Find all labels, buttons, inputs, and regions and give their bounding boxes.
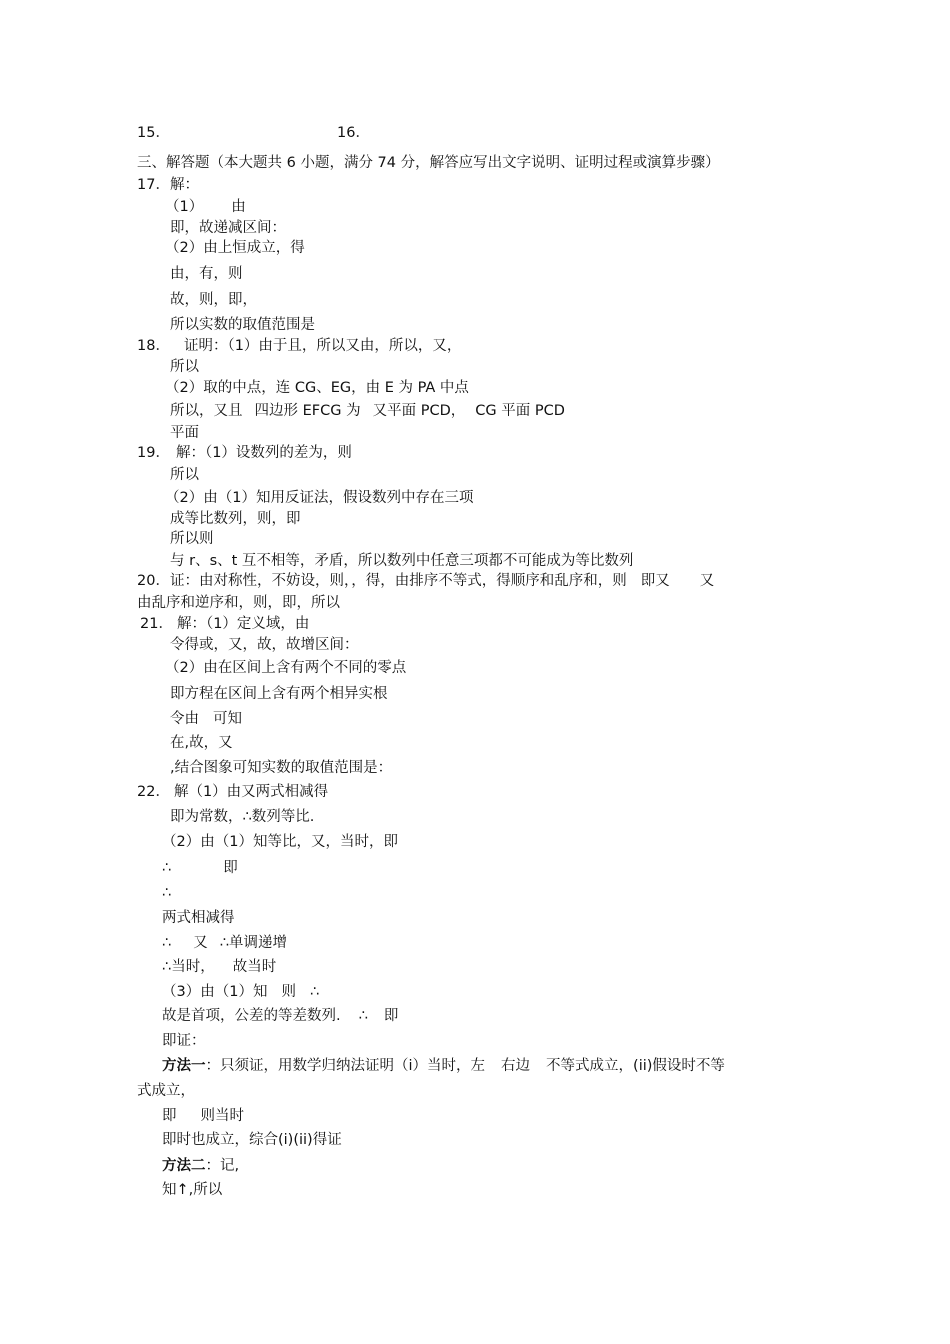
q20-number: 20． (137, 573, 170, 589)
q22-method1 (162, 1056, 725, 1076)
q22-line9 (162, 982, 319, 1002)
method1-label: 方法一 (162, 1058, 206, 1074)
q22-line9-part-a: （3）由（1）知 (162, 984, 268, 1000)
q17-line4: 由，有，则 (170, 266, 243, 282)
q22-method1-wrap: 式成立， (137, 1083, 195, 1099)
q22-line14 (162, 1106, 244, 1126)
q22-line4 (162, 858, 238, 878)
q21-line2: 令得或，又，故，故增区间： (170, 637, 359, 653)
q19-number-lead (137, 443, 352, 463)
q21-line3: （2）由在区间上含有两个不同的零点 (165, 660, 407, 676)
q22-line7-part-a: ∴ (162, 935, 172, 951)
q21-line7: ,结合图象可知实数的取值范围是： (170, 760, 393, 776)
q22-line8 (162, 957, 276, 977)
q22-line4-part-a: ∴ (162, 860, 172, 876)
q20-line2: 由乱序和逆序和，则，即，所以 (137, 595, 340, 611)
q19-lead: 解：（1）设数列的差为，则 (175, 445, 352, 461)
blank-q15: 15． (137, 125, 170, 141)
blank-q16: 16． (337, 125, 370, 141)
method1-text-b: 右边 (501, 1058, 531, 1074)
q22-line7-part-c: ∴单调递增 (219, 935, 287, 951)
q21-line4: 即方程在区间上含有两个相异实根 (170, 686, 388, 702)
q17-line1-part-a: （1） (165, 199, 204, 215)
q22-line9-part-c: ∴ (309, 984, 320, 1000)
q22-line7 (162, 933, 287, 953)
q22-line10-part-a: 故是首项，公差的等差数列. (162, 1008, 341, 1024)
q18-lead: 证明：（1）由于且，所以又由，所以，又， (183, 338, 462, 354)
q22-line6: 两式相减得 (162, 910, 235, 926)
q22-line3: （2）由（1）知等比，又，当时，即 (162, 834, 398, 850)
q22-number-lead (137, 782, 328, 802)
method1-text: ：只须证，用数学归纳法证明（i）当时，左 (205, 1058, 486, 1074)
q19-line2: 所以 (170, 467, 199, 483)
q17-number-lead (137, 175, 199, 195)
q22-line7-part-b: 又 (193, 935, 208, 951)
q22-number: 22． (137, 784, 170, 800)
q17-line1-part-b: 由 (231, 199, 246, 215)
q20-lead-b: 即又 (640, 573, 670, 589)
q17-line3: （2）由上恒成立，得 (165, 240, 305, 256)
method2-text: ：记, (205, 1158, 240, 1174)
q21-line6: 在,故，又 (170, 735, 233, 751)
q18-line4-part-a: 所以，又且 (170, 403, 243, 419)
q22-line2: 即为常数，∴数列等比. (170, 809, 315, 825)
q19-line6: 与 r、s、t 互不相等，矛盾，所以数列中任意三项都不可能成为等比数列 (170, 553, 634, 569)
q18-number: 18． (137, 338, 170, 354)
q19-line3: （2）由（1）知用反证法，假设数列中存在三项 (165, 490, 474, 506)
q22-line17: 知↑,所以 (162, 1182, 223, 1198)
q21-line5-part-a: 令由 (170, 711, 199, 727)
q22-method2 (162, 1156, 239, 1176)
q22-lead: 解（1）由又两式相减得 (173, 784, 329, 800)
method2-label: 方法二 (162, 1158, 206, 1174)
q22-line11: 即证： (162, 1033, 206, 1049)
q18-line4-part-c: 又平面 PCD， (372, 403, 466, 419)
q22-line5: ∴ (162, 885, 172, 901)
method1-text-c: 不等式成立，(ii)假设时不等 (546, 1058, 725, 1074)
q18-line4-part-b: 四边形 EFCG 为 (254, 403, 361, 419)
q21-number-lead (140, 614, 309, 634)
q18-line4-part-d: CG 平面 PCD (475, 403, 565, 419)
q22-line10-part-b: ∴ (358, 1008, 368, 1024)
q22-line8-part-b: 故当时 (232, 959, 277, 975)
q18-number-lead (137, 336, 461, 356)
q17-line2: 即，故递减区间： (170, 220, 286, 236)
q22-line14-part-a: 即 (162, 1108, 177, 1124)
q17-line1 (165, 197, 246, 217)
q18-line2: 所以 (170, 359, 199, 375)
q17-line6: 所以实数的取值范围是 (170, 317, 315, 333)
q17-lead: 解： (169, 177, 199, 193)
q18-line5: 平面 (170, 425, 199, 441)
q21-lead: 解：（1）定义域，由 (176, 616, 310, 632)
q22-line15: 即时也成立，综合(i)(ii)得证 (162, 1132, 342, 1148)
q20-number-lead (137, 571, 714, 591)
q20-lead-c: 又 (699, 573, 715, 589)
section-heading: 三、解答题（本大题共 6 小题，满分 74 分，解答应写出文字说明、证明过程或演算步骤） (137, 155, 720, 171)
q19-line5: 所以则 (170, 531, 214, 547)
q22-line4-part-b: 即 (223, 860, 238, 876)
q17-line5: 故，则，即， (170, 292, 257, 308)
q22-line10-part-c: 即 (383, 1008, 399, 1024)
q21-number: 21． (140, 616, 173, 632)
q20-lead: 证：由对称性，不妨设，则，，得，由排序不等式，得顺序和乱序和，则 (169, 573, 627, 589)
q22-line8-part-a: ∴当时， (162, 959, 215, 975)
q18-line3: （2）取的中点，连 CG、EG，由 E 为 PA 中点 (165, 380, 469, 396)
q22-line10 (162, 1006, 398, 1026)
q19-number: 19． (137, 445, 170, 461)
q22-line9-part-b: 则 (281, 984, 296, 1000)
q21-line5-part-b: 可知 (213, 711, 242, 727)
q22-line14-part-b: 则当时 (200, 1108, 244, 1124)
q21-line5 (170, 709, 242, 729)
q19-line4: 成等比数列，则，即 (170, 511, 301, 527)
q18-line4 (170, 401, 565, 421)
q17-number: 17． (137, 177, 170, 193)
